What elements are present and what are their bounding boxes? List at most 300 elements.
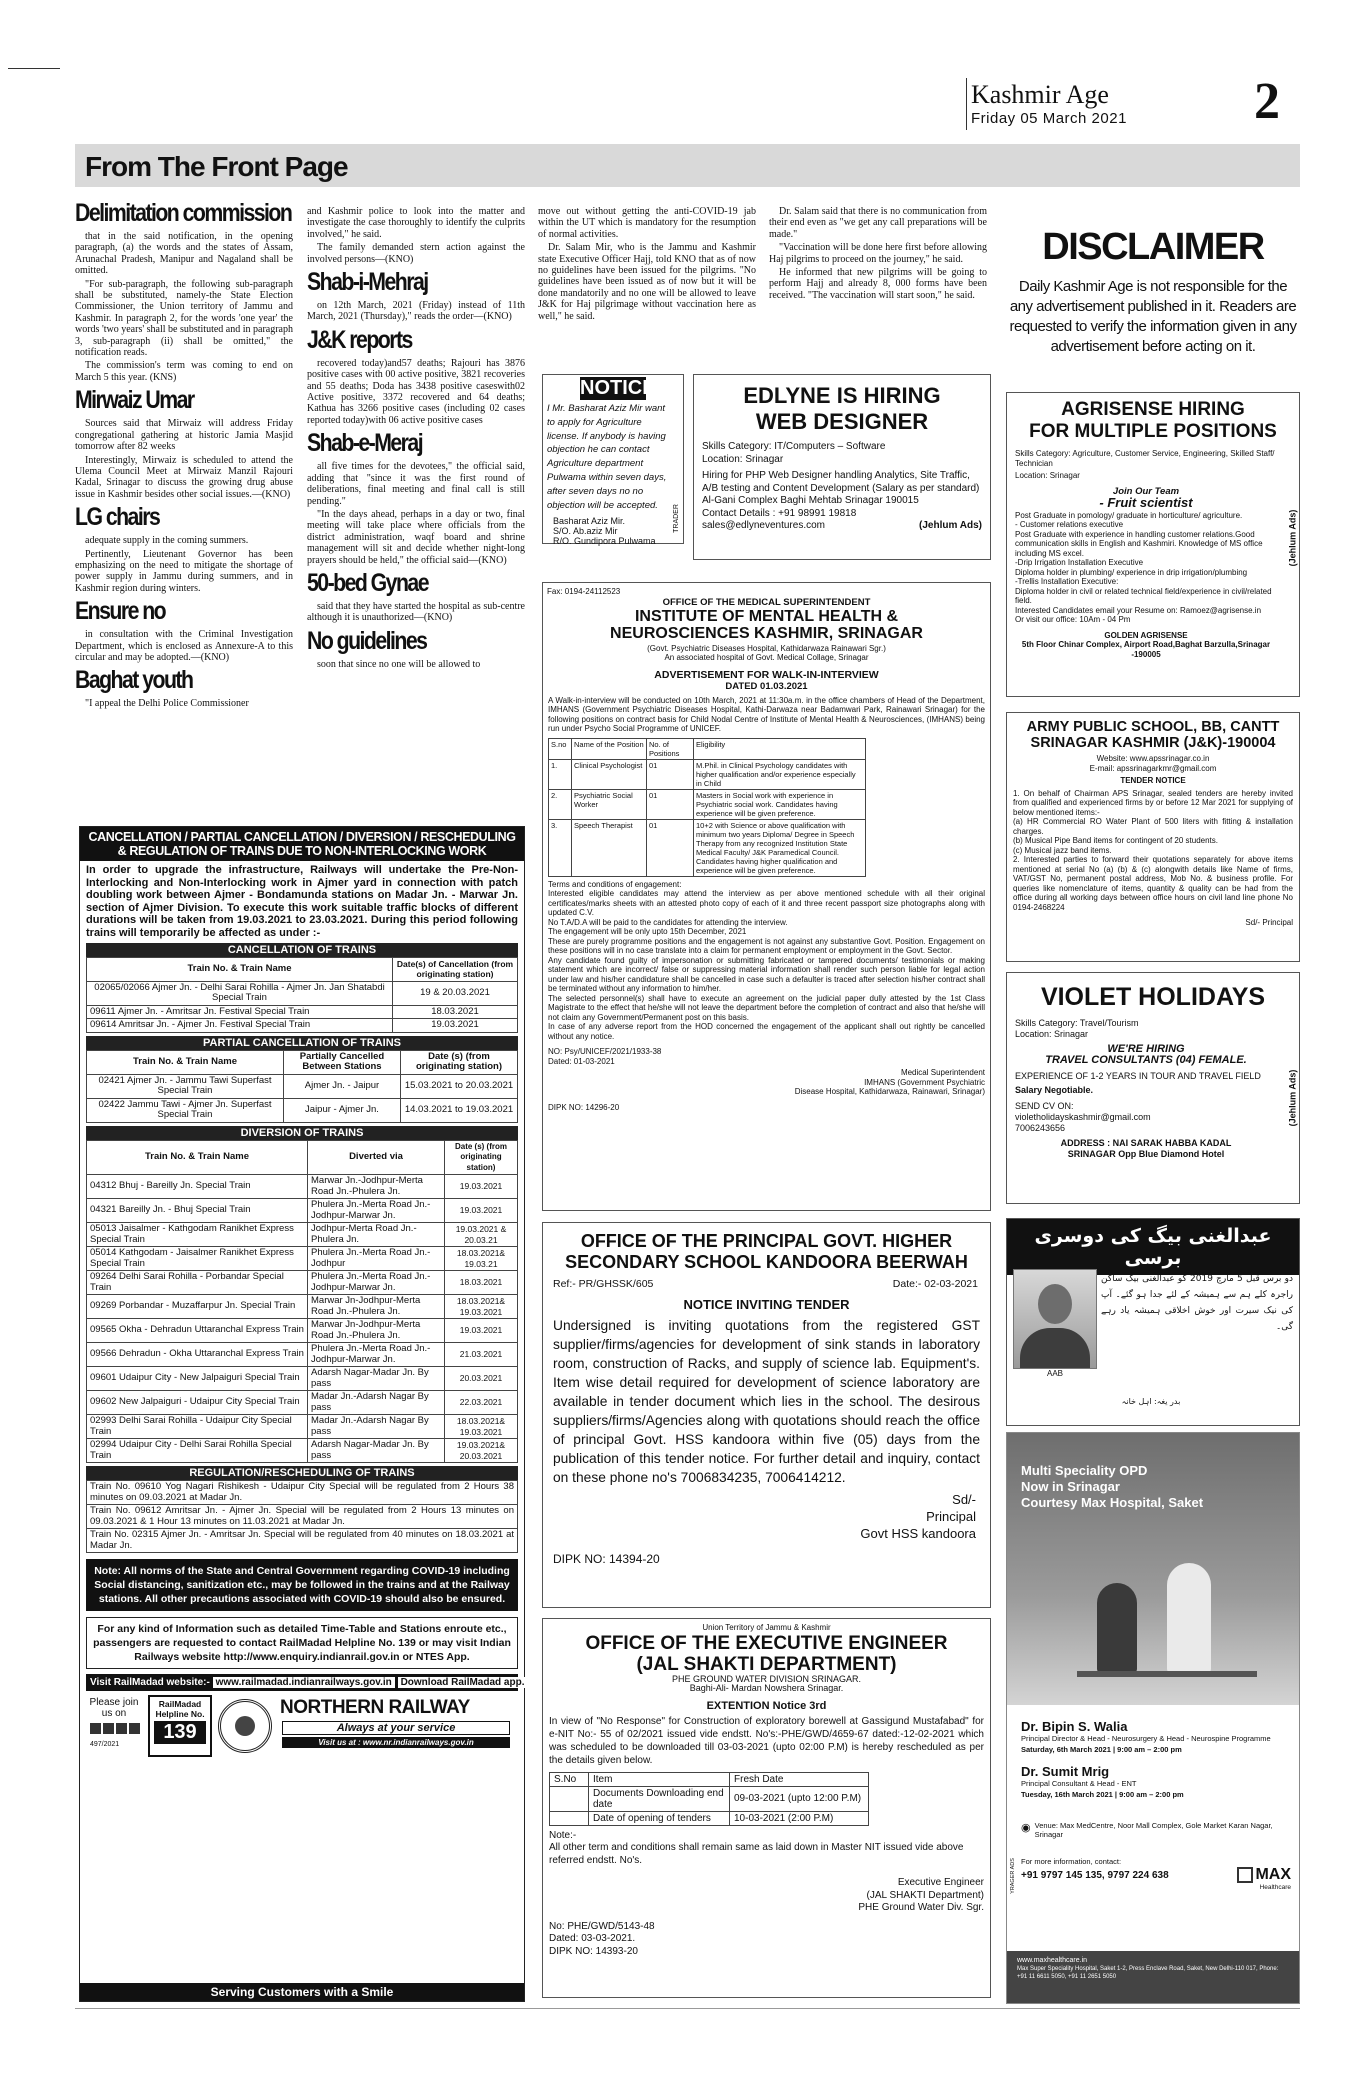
army-title-2: SRINAGAR KASHMIR (J&K)-190004	[1030, 735, 1276, 751]
table-row	[87, 1005, 518, 1019]
violet-title: VIOLET HOLIDAYS	[1040, 983, 1266, 1011]
cell: 19.03.2021	[445, 1199, 518, 1223]
table-row	[87, 1529, 518, 1553]
max-website: www.maxhealthcare.in	[1017, 1957, 1088, 1964]
headline-shab-e-meraj: Shab-e-Meraj	[307, 429, 423, 458]
cell: Phulera Jn.-Merta Road Jn.-Jodhpur	[308, 1247, 445, 1271]
edlyne-title-1: EDLYNE IS HIRING	[743, 383, 941, 408]
hss-principal: Principal	[926, 1508, 976, 1524]
rail-cancel-table	[86, 957, 518, 1033]
para: Pertinently, Lieutenant Governor has been emphasizing on the need to mitigate the shortage of power supply in Jammu during summers, and in Kashmir region during winters.	[75, 548, 293, 594]
edlyne-tag: (Jehlum Ads)	[919, 520, 982, 531]
edlyne-desc: Hiring for PHP Web Designer handling Analytics, Site Traffic, A/B testing and Content Development (Salary as per standard)	[702, 470, 980, 494]
jal-dipk: DIPK NO: 14393-20	[549, 1945, 638, 1957]
rail-diversion-table	[86, 1140, 518, 1464]
column-1	[75, 196, 293, 712]
rail-visit-label: Visit RailMadad website:-	[90, 1677, 210, 1689]
max-venue: Venue: Max MedCentre, Noor Mall Complex, Gole Market Karan Nagar, Srinagar	[1034, 1821, 1273, 1839]
table-row	[87, 1199, 518, 1223]
para: "Vaccination will be done here first before allowing Haj pilgrims to proceed on the journey," he said.	[769, 242, 987, 265]
th: Eligibility	[694, 738, 866, 759]
para: that in the said notification, in the opening paragraph, (a) the words and the states of Assam, Arunachal Pradesh, Manipur and Nagaland shall be omitted.	[75, 231, 293, 277]
top-left-rule	[8, 68, 60, 69]
violet-hiring-1: WE'RE HIRING	[1107, 1043, 1185, 1055]
army-website: Website: www.apssrinagar.co.in	[1096, 754, 1210, 763]
cell: 02421 Ajmer Jn. - Jammu Tawi Superfast Special Train	[87, 1074, 284, 1098]
table-row	[87, 1247, 518, 1271]
th: Date(s) of Cancellation (from originating station)	[393, 957, 518, 981]
patient-figure-icon	[1097, 1583, 1137, 1673]
jal-note-2: All other term and conditions shall remain same as laid down in Master NIT issued vide above referred endstt. No's.	[549, 1842, 964, 1866]
imhans-positions-table	[548, 738, 866, 877]
masthead-logo	[971, 80, 1109, 110]
cell: 18.03.2021& 19.03.2021	[445, 1295, 518, 1319]
imhans-sig-2: IMHANS (Government Psychiatric	[864, 1077, 985, 1087]
agrisense-role: - Fruit scientist	[1099, 495, 1193, 510]
cell: Adarsh Nagar-Madar Jn. By pass	[308, 1367, 445, 1391]
max-phones: +91 9797 145 135, 9797 224 638	[1021, 1869, 1169, 1881]
cell: Jaipur - Ajmer Jn.	[284, 1098, 401, 1122]
violet-phone: 7006243656	[1015, 1123, 1066, 1133]
cell: Psychiatric Social Worker	[572, 789, 647, 819]
headline-jk-reports: J&K reports	[307, 325, 412, 354]
hss-school: Govt HSS kandoora	[860, 1525, 976, 1541]
cell: Jodhpur-Merta Road Jn.-Phulera Jn.	[308, 1223, 445, 1247]
army-item-b: (b) Musical Pipe Band items for contingent of 20 students.	[1013, 836, 1218, 845]
edlyne-ad	[693, 374, 991, 560]
twitter-icon[interactable]	[103, 1723, 114, 1734]
max-doc1-name: Dr. Bipin S. Walia	[1021, 1719, 1128, 1734]
rail-cancel-title: CANCELLATION OF TRAINS	[86, 943, 518, 957]
para: said that they have started the hospital as sub-centre although it is unauthorized—(KNO)	[307, 600, 525, 624]
max-doc2-role: Principal Consultant & Head - ENT	[1021, 1779, 1137, 1788]
portrait-shoulders	[1020, 1328, 1090, 1368]
cell: Clinical Psychologist	[572, 759, 647, 789]
rail-always: Always at your service	[282, 1721, 510, 1735]
para: and Kashmir police to look into the matter and investigate the case thoroughly to identify the culprits involved," he said.	[307, 206, 525, 240]
emblem-inner	[235, 1716, 255, 1736]
imhans-sub-1: (Govt. Psychiatric Diseases Hospital, Kathidarwaza Rainawari Sgr.)	[647, 643, 886, 653]
rail-visit-url[interactable]: www.railmadad.indianrailways.gov.in	[213, 1677, 395, 1688]
jal-body: In view of "No Response" for Construction of exploratory borewell at Gassigund Mustafabad" for e-NIT No:- 55 of 02/2021 issued vide endstt. No's:-PHE/GWD/4659-67 dated:-12-02-2021 which was scheduled to be downloaded till 03-03-2021 (upto 02:00 P.M) is hereby rescheduled as per the details given below.	[549, 1715, 984, 1766]
jal-title-1: OFFICE OF THE EXECUTIVE ENGINEER	[585, 1632, 948, 1654]
table-row	[87, 1019, 518, 1033]
notice-ad	[542, 374, 684, 547]
headline-baghat-youth: Baghat youth	[75, 666, 193, 695]
para: recovered today)and57 deaths; Rajouri has 3876 positive cases with 00 active positive, 3821 recoveries and 55 deaths; Doda has 3438 positive caseswith02 Active positive, 3372 recovered and 64 deaths; Kathua has 3266 positive cases (including 02 cases reported today)with 06 active positive cases	[307, 357, 525, 426]
cell: 19.03.2021	[445, 1175, 518, 1199]
section-title: From The Front Page	[85, 151, 348, 182]
army-item-c: (c) Musical jazz band items.	[1013, 845, 1112, 855]
agrisense-line: Diploma holder in plumbing/ experience in drip irrigation/plumbing	[1015, 567, 1248, 577]
table-row	[87, 1271, 518, 1295]
cell: 22.03.2021	[445, 1391, 518, 1415]
table-row	[87, 1439, 518, 1463]
army-tender: TENDER NOTICE	[1120, 776, 1186, 785]
hss-dipk: DIPK NO: 14394-20	[553, 1551, 660, 1566]
cell: Documents Downloading end date	[589, 1786, 730, 1811]
agrisense-skills: Skills Category: Agriculture, Customer Service, Engineering, Skilled Staff/ Technician	[1015, 449, 1275, 468]
cell: 05014 Kathgodam - Jaisalmer Ranikhet Express Special Train	[87, 1247, 308, 1271]
th: S.No	[550, 1772, 589, 1786]
th: Date (s) (from originating station)	[445, 1140, 518, 1175]
violet-exp: EXPERIENCE OF 1-2 YEARS IN TOUR AND TRAVEL FIELD	[1015, 1071, 1261, 1081]
army-email: E-mail: apssrinagarkmr@gmail.com	[1089, 763, 1217, 773]
imhans-intro: A Walk-in-interview will be conducted on 10th March, 2021 at 11:30a.m. in the office chambers of Head of the Department, IMHANS (Government Psychiatric Diseases Hospital, Kathi-Darwaza near Badamwari Park, Rainawari Srinagar) for the following positions on contract basis for Child Nodal Centre of Institute of Mental Health & Neurosciences, (IMHANS) being run under Psycho Social Programme of UNICEF.	[548, 695, 985, 733]
army-title-1: ARMY PUBLIC SCHOOL, BB, CANTT	[1026, 719, 1280, 735]
jal-note-1: Note:-	[549, 1829, 577, 1841]
para: "I appeal the Delhi Police Commissioner	[85, 698, 249, 710]
army-school-ad	[1006, 712, 1300, 962]
violet-tag: (Jehlum Ads)	[1287, 1069, 1298, 1127]
imhans-term: In case of any adverse report from the HOD concerned the engagement of the applicant shall out rightly be cancelled without any notice.	[548, 1022, 985, 1041]
rail-banner-2: & REGULATION OF TRAINS DUE TO NON-INTERLOCKING WORK	[117, 844, 487, 858]
facebook-icon[interactable]	[90, 1723, 101, 1734]
max-footer	[1007, 1951, 1299, 2003]
agrisense-line: Diploma holder in civil or related technical field/experience in civil/related field.	[1015, 586, 1272, 605]
cell: Phulera Jn.-Merta Road Jn.-Jodhpur-Marwar Jn.	[308, 1271, 445, 1295]
agrisense-line: Post Graduate with experience in handling customer relations.Good communication skills in English and Kashmiri. Knowledge of MS office including MS excel.	[1015, 529, 1263, 558]
cell: Phulera Jn.-Merta Road Jn.-Jodhpur-Marwar Jn.	[308, 1199, 445, 1223]
max-hero	[1007, 1433, 1299, 1705]
th: Fresh Date	[730, 1772, 869, 1786]
masthead-date: Friday 05 March 2021	[971, 110, 1127, 127]
railway-ad	[79, 826, 525, 2002]
headline-shab-i-mehraj: Shab-i-Mehraj	[307, 268, 428, 297]
army-para-2: 2. Interested parties to forward their quotations separately for above items mentioned at serial No (a) (b) & (c) alongwith details like Name of firms, VAT/GST No, permanent postal address, Mob No. & business profile. For queries like nomenclature of items, quantity & quality can be had from the office during all working days between office hours on civil land line phone No 0194-2468224	[1013, 855, 1293, 912]
cell: 14.03.2021 to 19.03.2021	[401, 1098, 518, 1122]
max-doc2-name: Dr. Sumit Mrig	[1021, 1764, 1110, 1779]
portrait-image	[1013, 1269, 1097, 1369]
cell: Ajmer Jn. - Jaipur	[284, 1074, 401, 1098]
urdu-footer: بدر یغہ: اہل خانہ	[1121, 1397, 1181, 1406]
rail-join: Please join us on	[89, 1697, 139, 1720]
jal-ext: EXTENTION Notice 3rd	[706, 1699, 827, 1712]
disclaimer-box	[1006, 222, 1300, 364]
max-brand: MAX	[1255, 1866, 1291, 1883]
cell: 01	[647, 819, 694, 876]
agrisense-line: Or visit our office: 10Am - 04 Pm	[1015, 615, 1131, 624]
agrisense-title-1: AGRISENSE HIRING	[1061, 399, 1245, 420]
cell: 01	[647, 789, 694, 819]
hss-title-1: OFFICE OF THE PRINCIPAL GOVT. HIGHER	[580, 1231, 953, 1251]
th: Train No. & Train Name	[87, 1140, 308, 1175]
urdu-aab: AAB	[1047, 1369, 1064, 1378]
agrisense-tag: (Jehlum Ads)	[1287, 509, 1298, 567]
social-icons	[90, 1723, 140, 1734]
cell: 01	[647, 759, 694, 789]
agrisense-location: Location: Srinagar	[1015, 471, 1080, 480]
edlyne-email: sales@edlyneventures.com	[702, 520, 825, 531]
army-sign: Sd/- Principal	[1245, 918, 1293, 927]
hss-kandoora-ad	[542, 1222, 991, 1608]
rail-covid-note: Note: All norms of the State and Central Government regarding COVID-19 including Social distancing, sanitization etc., may be followed in the trains and at the Railway stations. All other precautions associated with COVID-19 should also be ensured.	[86, 1559, 518, 1611]
disclaimer-text: Daily Kashmir Age is not responsible for the any advertisement published in it. Readers are requested to verify the information given in any advertisement before acting on it.	[1009, 278, 1297, 355]
cell: 19.03.2021	[445, 1319, 518, 1343]
headline-mirwaiz: Mirwaiz Umar	[75, 386, 194, 415]
imhans-dated: DATED 01.03.2021	[725, 680, 808, 692]
cell: Train No. 09612 Amritsar Jn. - Ajmer Jn. Special will be regulated from 2 Hours 13 minutes on 09.03.2021 & 1 Hour 13 minutes on 11.03.2021 at Madar Jn.	[87, 1505, 518, 1529]
table-row	[87, 1319, 518, 1343]
cell: 09565 Okha - Dehradun Uttaranchal Express Train	[87, 1319, 308, 1343]
agrisense-line: Interested Candidates email your Resume on: Ramoez@agrisense.in	[1015, 605, 1262, 615]
max-logo-mark-icon	[1237, 1867, 1253, 1883]
rail-partial-title: PARTIAL CANCELLATION OF TRAINS	[86, 1036, 518, 1050]
violet-holidays-ad	[1006, 972, 1300, 1204]
agrisense-line: - Customer relations executive	[1015, 520, 1124, 529]
hss-body: Undersigned is inviting quotations from the registered GST supplier/firms/agencies for development of sink stands in laboratory room, construction of Racks, and supply of science lab. Equipment's. Item wise detail required for development of science laboratory are available in tender document which lies in the school. The desirous suppliers/firms/Agencies along with quotations should reach the office of principal Govt. HSS kandoora within five (05) days from the publication of this tender notice. For further detail and inquiry, contact on these phone no's 7006834235, 7006414212.	[553, 1317, 980, 1485]
violet-address-1: ADDRESS : NAI SARAK HABBA KADAL	[1060, 1138, 1232, 1148]
rail-bottom	[86, 1695, 518, 1761]
max-side-label: YRAGER ADS	[1009, 1858, 1016, 1894]
cell: 09269 Porbandar - Muzaffarpur Jn. Special Train	[87, 1295, 308, 1319]
violet-email: violetholidayskashmir@gmail.com	[1015, 1112, 1151, 1122]
jal-sig-3: PHE Ground Water Div. Sgr.	[858, 1902, 984, 1913]
imhans-term: Terms and conditions of engagement:	[548, 879, 682, 889]
imhans-dated-2: Dated: 01-03-2021	[548, 1056, 615, 1066]
cell: Date of opening of tenders	[589, 1811, 730, 1825]
table-row	[87, 1505, 518, 1529]
section-bar	[75, 144, 1300, 187]
th: Train No. & Train Name	[87, 957, 393, 981]
hss-sd: Sd/-	[952, 1491, 976, 1507]
notice-body: I Mr. Basharat Aziz Mir want to apply for Agriculture license. If anybody is having objection he can contact Agriculture department Pulwama within seven days, after seven days no no objection will be accepted.	[547, 403, 667, 511]
imhans-term: These are purely programme positions and the engagement is not against any substantive Govt. Position. Engagement on these positions will in no case translate into a claim for permanent employment or employment in the Govt. Sector.	[548, 936, 985, 955]
logo-text: Kashmir Age	[971, 80, 1109, 109]
portrait-head	[1038, 1284, 1072, 1324]
cell	[550, 1811, 589, 1825]
cell: 09602 New Jalpaiguri - Udaipur City Special Train	[87, 1391, 308, 1415]
agrisense-title-2: FOR MULTIPLE POSITIONS	[1029, 421, 1277, 442]
youtube-icon[interactable]	[116, 1723, 127, 1734]
cell: 02994 Udaipur City - Delhi Sarai Rohilla Special Train	[87, 1439, 308, 1463]
imhans-title-2: NEUROSCIENCES KASHMIR, SRINAGAR	[610, 624, 923, 642]
table-row	[87, 1481, 518, 1505]
cell: 09614 Amritsar Jn. - Ajmer Jn. Festival Special Train	[87, 1019, 393, 1033]
max-brand-sub: Healthcare	[1259, 1884, 1291, 1891]
max-logo	[1237, 1866, 1291, 1884]
max-healthcare-ad	[1006, 1432, 1300, 2004]
th: Name of the Position	[572, 738, 647, 759]
rail-helpline-number: 139	[154, 1721, 206, 1744]
imhans-sub-2: An associated hospital of Govt. Medical Collage, Srinagar	[664, 653, 869, 662]
headline-50-bed-gynae: 50-bed Gynae	[307, 568, 429, 597]
agrisense-ad	[1006, 392, 1300, 697]
imhans-office: OFFICE OF THE MEDICAL SUPERINTENDENT	[662, 596, 871, 608]
notice-sign-2: S/O. Ab.aziz Mir	[553, 526, 618, 537]
rail-regulation-table	[86, 1480, 518, 1553]
cell: 10-03-2021 (2:00 P.M)	[730, 1811, 869, 1825]
th: Item	[589, 1772, 730, 1786]
army-item-a: (a) HR Commercial RO Water Plant of 500 liters with fitting & installation charges.	[1013, 817, 1293, 836]
cell: 19 & 20.03.2021	[393, 981, 518, 1005]
edlyne-address: Al-Gani Complex Baghi Mehtab Srinagar 190015	[702, 495, 919, 506]
imhans-adv: ADVERTISEMENT FOR WALK-IN-INTERVIEW	[654, 668, 879, 681]
railway-emblem-icon	[218, 1699, 272, 1753]
edlyne-title-2: WEB DESIGNER	[755, 409, 929, 434]
rail-partial-table	[86, 1050, 518, 1123]
agrisense-join: Join Our Team	[1112, 485, 1180, 497]
imhans-title-1: INSTITUTE OF MENTAL HEALTH &	[634, 607, 899, 625]
cell: Phulera Jn.-Merta Road Jn.-Jodhpur-Marwar Jn.	[308, 1343, 445, 1367]
max-doc2-time: Tuesday, 16th March 2021 | 9:00 am – 2:00 pm	[1021, 1790, 1184, 1799]
th: No. of Positions	[647, 738, 694, 759]
urdu-title: عبدالغنی بیگ کی دوسری برسی	[1007, 1219, 1299, 1275]
max-footer-text: Max Super Speciality Hospital, Saket 1-2, Press Enclave Road, Saket, New Delhi-110 017, Phone: +91 11 6611 5050, +91 11 2651 5050	[1017, 1966, 1279, 1980]
doctor-figure-icon	[1167, 1563, 1211, 1673]
cell: 1.	[549, 759, 572, 789]
hss-date: Date:- 02-03-2021	[892, 1278, 978, 1290]
th: Date (s) (from originating station)	[401, 1050, 518, 1074]
bottom-rule	[75, 2008, 1300, 2009]
violet-send: SEND CV ON:	[1015, 1101, 1074, 1111]
table-row	[550, 1786, 869, 1811]
imhans-term: Any candidate found guilty of impersonation or submitting fabricated or tampered documents/ testimonials or making statement which are incorrect/ false or suppressing material information shall render such person liable for legal action under law and his/her candidature shall be cancelled in case such a defaulter is traced after selection his/her contract shall be terminated without any information to him/her.	[548, 955, 985, 993]
agrisense-line: -Drip Irrigation Installation Executive	[1015, 558, 1144, 567]
cell: Adarsh Nagar-Madar Jn. By pass	[308, 1439, 445, 1463]
rail-nr-site: Visit us at : www.nr.indianrailways.gov.in	[282, 1737, 510, 1748]
cell: Train No. 09610 Yog Nagari Rishikesh - Udaipur City Special will be regulated from 2 Hours 38 minutes on 09.03.2021 at Madar Jn.	[87, 1481, 518, 1505]
cell: Train No. 02315 Ajmer Jn. - Amritsar Jn. Special will be regulated from 40 minutes on 18.03.2021 at Madar Jn.	[87, 1529, 518, 1553]
cell: 21.03.2021	[445, 1343, 518, 1367]
cell: 02993 Delhi Sarai Rohilla - Udaipur City Special Train	[87, 1415, 308, 1439]
table-row	[87, 1367, 518, 1391]
table-row	[87, 1098, 518, 1122]
cell: Masters in Social work with experience in Psychiatric social work. Candidates having experience will be given preference.	[694, 789, 866, 819]
cell: Marwar Jn.-Jodhpur-Merta Road Jn.-Phulera Jn.	[308, 1175, 445, 1199]
imhans-sig-3: Disease Hospital, Kathidarwaza, Rainawari, Srinagar)	[794, 1087, 985, 1096]
cell: 19.03.2021 & 20.03.21	[445, 1223, 518, 1247]
jal-shakti-ad	[542, 1618, 991, 1998]
para: in consultation with the Criminal Investigation Department, which is enclosed as Annexure-A to this circular and may be adopted.—(KNO)	[75, 629, 293, 663]
para: Sources said that Mirwaiz will address Friday congregational gathering at historic Jamia Masjid tomorrow after 82 weeks	[75, 418, 293, 453]
violet-location: Location: Srinagar	[1015, 1029, 1089, 1039]
table-row	[87, 1223, 518, 1247]
rail-intro: In order to upgrade the infrastructure, Railways will undertake the Pre-Non-Interlocking and Non-Interlocking work in Ajmer yard in connection with patch doubling work between Ajmer - Bondamunda stations on Madar Jn. - Marwar Jn. section of Ajmer Division. To execute this work suitable traffic blocks of different durations will be taken from 19.03.2021 to 23.03.2021. During this period following trains will temporarily be affected as under :-	[86, 864, 518, 939]
table-row	[87, 1343, 518, 1367]
column-3	[538, 206, 756, 324]
jal-no: No: PHE/GWD/5143-48	[549, 1920, 655, 1932]
cell: 3.	[549, 819, 572, 876]
imhans-fax: Fax: 0194-24112523	[547, 587, 621, 596]
rail-helpline-label: RailMadad Helpline No.	[155, 1699, 205, 1720]
cell: 02065/02066 Ajmer Jn. - Delhi Sarai Rohilla - Ajmer Jn. Jan Shatabdi Special Train	[87, 981, 393, 1005]
th: Partially Cancelled Between Stations	[284, 1050, 401, 1074]
disclaimer-title: DISCLAIMER	[1042, 226, 1264, 268]
cell: Madar Jn.-Adarsh Nagar By pass	[308, 1415, 445, 1439]
cell: 02422 Jammu Tawi - Ajmer Jn. Superfast Special Train	[87, 1098, 284, 1122]
para: adequate supply in the coming summers.	[85, 535, 249, 547]
cell: 15.03.2021 to 20.03.2021	[401, 1074, 518, 1098]
cell: 05013 Jaisalmer - Kathgodam Ranikhet Express Special Train	[87, 1223, 308, 1247]
column-4	[769, 206, 987, 303]
rail-download[interactable]: Download RailMadad app.	[398, 1677, 528, 1688]
max-hero-2: Now in Srinagar	[1021, 1479, 1120, 1494]
cell: Madar Jn.-Adarsh Nagar By pass	[308, 1391, 445, 1415]
para: "For sub-paragraph, the following sub-paragraph shall be substituted, namely-the State Election Commissioner, the Union territory of Jammu and Kashmir. In paragraph 2, for the words 'one year' the words 'two years' shall be substituted and in paragraph 3, sub-paragraph (ii) shall be omitted," the notification reads.	[75, 278, 293, 359]
rail-nr: NORTHERN RAILWAY	[280, 1697, 470, 1719]
urdu-memorial-ad	[1006, 1218, 1300, 1426]
instagram-icon[interactable]	[129, 1723, 140, 1734]
rail-visit-bar	[86, 1674, 525, 1691]
jal-ut: Union Territory of Jammu & Kashmir	[702, 1623, 831, 1632]
violet-hiring-2: TRAVEL CONSULTANTS (04) FEMALE.	[1045, 1054, 1247, 1066]
cell: 18.03.2021& 19.03.21	[445, 1247, 518, 1271]
para: soon that since no one will be allowed to	[317, 658, 481, 670]
location-pin-icon: ◉	[1021, 1822, 1031, 1834]
headline-ensure-no: Ensure no	[75, 597, 166, 626]
max-contact-label: For more information, contact:	[1021, 1857, 1122, 1866]
imhans-no: NO: Psy/UNICEF/2021/1933-38	[548, 1047, 662, 1056]
violet-address-2: SRINAGAR Opp Blue Diamond Hotel	[1067, 1149, 1225, 1159]
table-row	[87, 1295, 518, 1319]
agrisense-company: GOLDEN AGRISENSE	[1104, 630, 1188, 640]
jal-dates-table	[549, 1772, 869, 1826]
cell: 2.	[549, 789, 572, 819]
para: Interestingly, Mirwaiz is scheduled to attend the Ulema Council Meet at Mirwaiz Manzil Rajouri Kadal, Srinagar to discuss the growing drug abuse issue in Kashmir besides other social issues.—(KNO)	[75, 454, 293, 500]
rail-banner-1: CANCELLATION / PARTIAL CANCELLATION / DIVERSION / RESCHEDULING	[88, 830, 516, 844]
imhans-term: The selected personnel(s) shall have to execute an agreement on the judicial paper dully attested by the 1st Class Magistrate to the effect that he/she will not leave the department before the completion of contract and also that he/she will not claim any Government/Permanent post on this basis.	[548, 993, 985, 1022]
para: The family demanded stern action against the involved persons—(KNO)	[307, 242, 525, 265]
imhans-term: No T.A/D.A will be paid to the candidates for attending the interview.	[548, 917, 788, 927]
cell: Speech Therapist	[572, 819, 647, 876]
cell: 09601 Udaipur City - New Jalpaiguri Special Train	[87, 1367, 308, 1391]
hss-ref: Ref:- PR/GHSSK/605	[553, 1278, 654, 1290]
th: Train No. & Train Name	[87, 1050, 284, 1074]
th: S.no	[549, 738, 572, 759]
table-row	[550, 1811, 869, 1825]
edlyne-contact: Contact Details : +91 98991 19818	[702, 507, 857, 519]
cell: 09-03-2021 (upto 12:00 P.M)	[730, 1786, 869, 1811]
rail-regulation-title: REGULATION/RESCHEDULING OF TRAINS	[86, 1466, 518, 1480]
cell: 19.03.2021	[393, 1019, 518, 1033]
table-row	[87, 981, 518, 1005]
rail-info: For any kind of Information such as detailed Time-Table and Stations enroute etc., passengers are requested to contact RailMadad Helpline No. 139 or may visit Indian Railways website http://www.enquiry.indianrail.gov.in or NTES App.	[86, 1617, 518, 1669]
para: He informed that new pilgrims will be going to perform Hajj and already 8, 000 forms have been received. "The vaccination will start soon," he said.	[769, 267, 987, 301]
max-hero-3: Courtesy Max Hospital, Saket	[1021, 1495, 1204, 1510]
violet-salary: Salary Negotiable.	[1015, 1085, 1094, 1095]
masthead	[966, 78, 1147, 130]
notice-sign-3: R/O. Gundipora Pulwama	[553, 536, 656, 547]
para: move out without getting the anti-COVID-19 jab within the UT which is mandatory for the resumption of normal activities.	[538, 206, 756, 240]
table-row	[87, 1391, 518, 1415]
table-row	[87, 1074, 518, 1098]
edlyne-skills: Skills Category: IT/Computers – Software	[702, 441, 886, 452]
max-doc1-role: Principal Director & Head - Neurosurgery & Head - Neurospine Programme	[1021, 1734, 1271, 1743]
column-2	[307, 206, 525, 672]
agrisense-line: Post Graduate in pomology/ graduate in horticulture/ agriculture.	[1015, 510, 1243, 520]
agrisense-line: -Trellis Installation Executive:	[1015, 577, 1119, 586]
para: on 12th March, 2021 (Friday) instead of 11th March, 2021 (Thursday)," reads the order—(KNO)	[307, 300, 525, 323]
jal-sig-1: Executive Engineer	[897, 1877, 984, 1888]
cell: 10+2 with Science or above qualification with minimum two years Diploma/ Degree in Speech Therapy from any recognized Institution State Medical Faculty/ J&K Paramedical Council. Candidates having higher qualification and experience will be given preference.	[694, 819, 866, 876]
page-number: 2	[1254, 73, 1280, 130]
violet-skills: Skills Category: Travel/Tourism	[1015, 1018, 1139, 1028]
cell: M.Phil. in Clinical Psychology candidates with higher qualification and/or experience especially in Child	[694, 759, 866, 789]
cell: 09566 Dehradun - Okha Uttaranchal Express Train	[87, 1343, 308, 1367]
headline-no-guidelines: No guidelines	[307, 626, 427, 655]
imhans-term: The engagement will be only upto 15th December, 2021	[548, 927, 747, 936]
cell: Marwar Jn-Jodhpur-Merta Road Jn.-Phulera Jn.	[308, 1319, 445, 1343]
imhans-term: Interested eligible candidates may attend the interview as per above mentioned schedule with all their original certificates/marks sheets with an attested photo copy of each of it and three recent passport size photographs along with updated C.V.	[548, 889, 985, 917]
notice-side-label: TRADER	[673, 504, 681, 533]
desk-shape	[1077, 1671, 1257, 1677]
urdu-text: دو برس قبل 5 مارچ 2019 کو عبدالغنی بیگ ساکن راجرہ کلے ہم سے ہمیشہ کے لئے جدا ہو گئے۔ آپ کی نیک سیرت اور خوش اخلاقی ہمیشہ یاد رہے گی۔	[1101, 1274, 1293, 1332]
imhans-dipk: DIPK NO: 14296-20	[548, 1102, 620, 1112]
cell: 20.03.2021	[445, 1367, 518, 1391]
cell: 09264 Delhi Sarai Rohilla - Porbandar Special Train	[87, 1271, 308, 1295]
max-doc1-time: Saturday, 6th March 2021 | 9:00 am – 2:00 pm	[1021, 1745, 1182, 1754]
